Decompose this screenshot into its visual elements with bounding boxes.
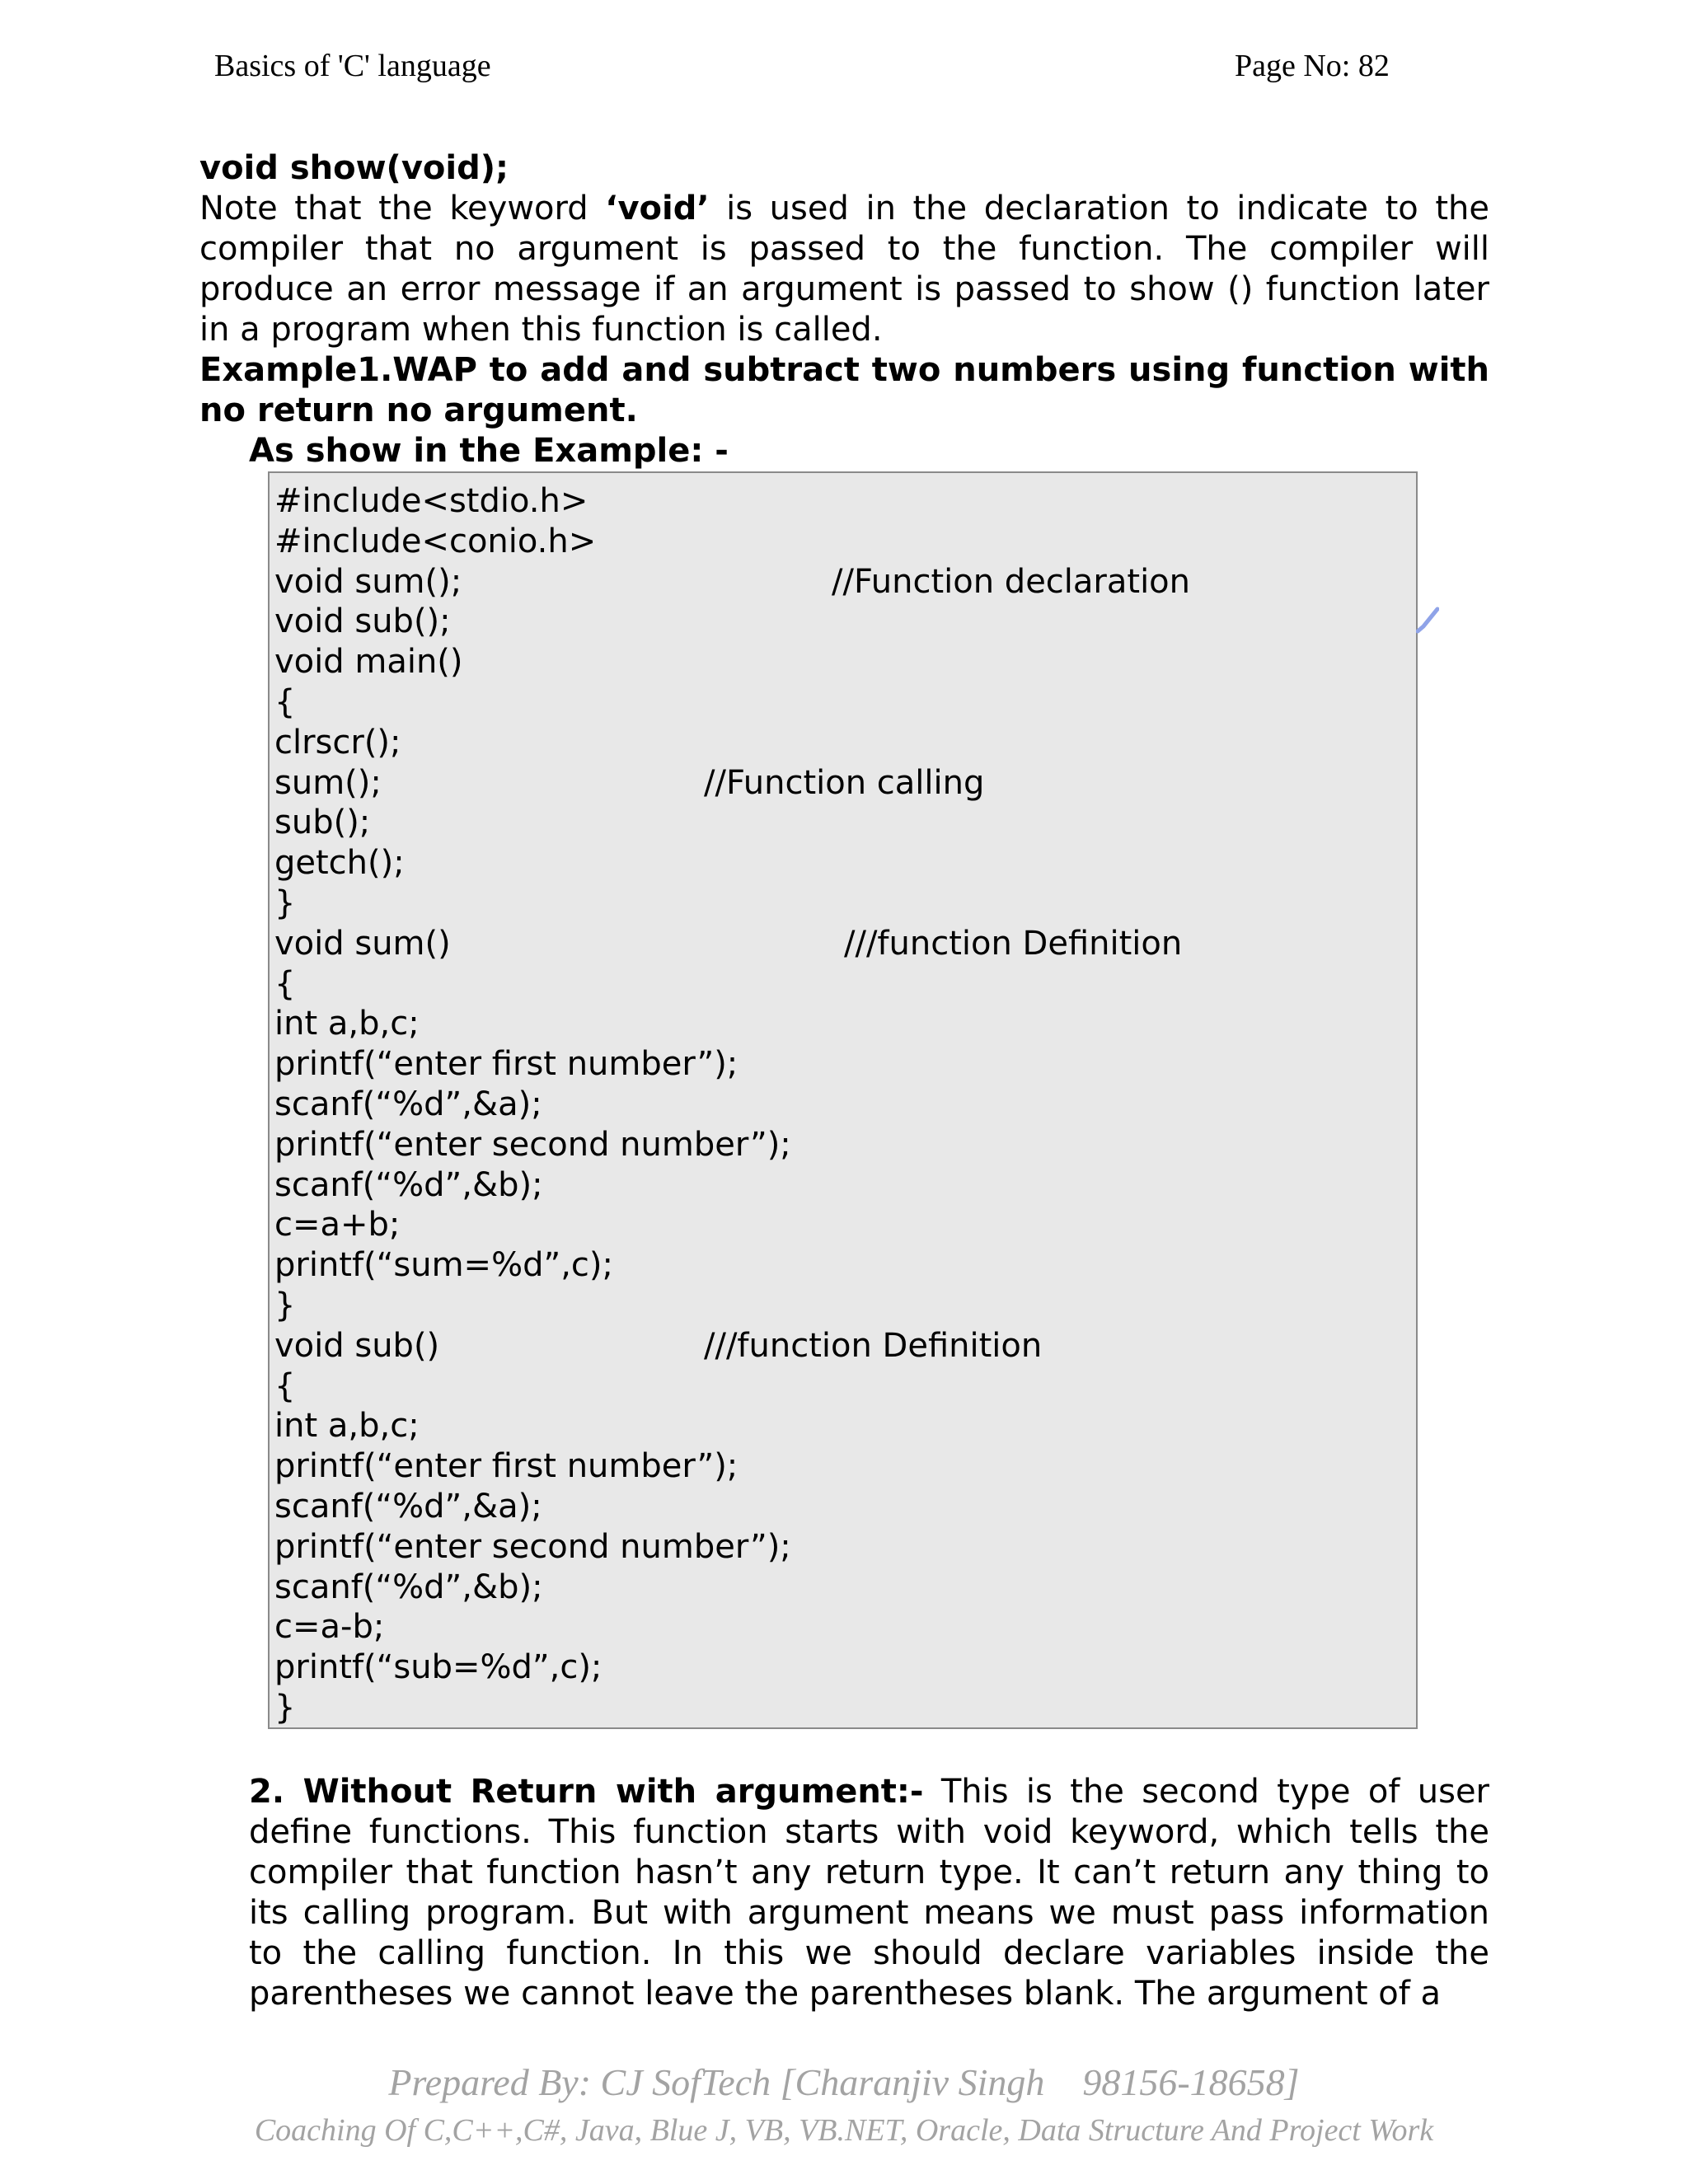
- note-text-start: Note that the keyword: [199, 190, 606, 227]
- code-line: }: [274, 1688, 296, 1727]
- code-line: printf(“enter second number”);: [274, 1125, 791, 1164]
- code-line: void sum(); //Function declaration: [274, 562, 1190, 601]
- code-line: printf(“sub=%d”,c);: [274, 1648, 603, 1687]
- code-line: #include<stdio.h>: [274, 482, 588, 520]
- code-line: void sub();: [274, 602, 451, 641]
- header-title: Basics of 'C' language: [214, 49, 491, 83]
- code-line: scanf(“%d”,&a);: [274, 1487, 542, 1526]
- void-keyword: ‘void’: [605, 190, 710, 227]
- code-line: printf(“enter first number”);: [274, 1045, 738, 1084]
- page-number: Page No: 82: [1235, 49, 1390, 83]
- code-line: int a,b,c;: [274, 1005, 420, 1043]
- code-comment: ///function Definition: [844, 924, 1183, 963]
- section-body: This is the second type of user define functions. This function starts with void keyword, which tells the compiler that function hasn’t any return type. It can’t return any thing to its calling program. But with argument means we must pass information to the calling function. In this we should declare variables inside the parentheses we cannot leave the parentheses blank. The argument of a: [249, 1773, 1489, 2013]
- code-comment: //Function calling: [704, 763, 985, 802]
- code-line: sum(); //Function calling: [274, 763, 985, 802]
- code-comment: //Function declaration: [832, 562, 1190, 601]
- code-line: }: [274, 1286, 296, 1324]
- code-line: void sub() ///function Definition: [274, 1326, 1043, 1365]
- intro-section: [199, 148, 1489, 471]
- code-line: {: [274, 1366, 296, 1405]
- code-line: #include<conio.h>: [274, 522, 597, 560]
- function-declaration: void show(void);: [199, 149, 509, 187]
- code-line: c=a+b;: [274, 1206, 401, 1244]
- code-line: void main(): [274, 643, 463, 682]
- code-line: c=a-b;: [274, 1608, 385, 1647]
- code-line: scanf(“%d”,&b);: [274, 1568, 543, 1606]
- code-line: {: [274, 682, 296, 721]
- note-paragraph: [199, 189, 1489, 350]
- example-title: Example1.WAP to add and subtract two numbers using function with no return no argument.: [199, 351, 1489, 429]
- code-line: sub();: [274, 804, 371, 842]
- section-heading: 2. Without Return with argument:-: [249, 1773, 924, 1811]
- code-comment: ///function Definition: [704, 1326, 1043, 1365]
- footer-coaching: Coaching Of C,C++,C#, Java, Blue J, VB, VB.NET, Oracle, Data Structure And Project Work: [254, 2113, 1434, 2148]
- code-line: }: [274, 883, 296, 922]
- code-line: {: [274, 964, 296, 1003]
- example-intro: As show in the Example: -: [249, 432, 729, 470]
- footer-prepared-by: Prepared By: CJ SofTech [Charanjiv Singh 98156-18658]: [388, 2061, 1300, 2103]
- code-block: [268, 471, 1418, 1729]
- code-line: void sum() ///function Definition: [274, 924, 1183, 963]
- code-line: printf(“sum=%d”,c);: [274, 1246, 613, 1285]
- code-line: printf(“enter second number”);: [274, 1527, 791, 1566]
- code-line: scanf(“%d”,&a);: [274, 1085, 542, 1123]
- code-line: clrscr();: [274, 723, 401, 762]
- checkmark-icon: [1416, 607, 1439, 635]
- section-without-return-with-argument: [249, 1772, 1489, 2014]
- code-line: getch();: [274, 844, 405, 883]
- note-text-end: is used in the declaration to indicate to the compiler that no argument is passed to the function. The compiler will produce an error message if an argument is passed to show () function later in a program when this function is called.: [199, 190, 1489, 349]
- code-line: scanf(“%d”,&b);: [274, 1165, 543, 1204]
- code-line: int a,b,c;: [274, 1407, 420, 1446]
- code-line: printf(“enter first number”);: [274, 1447, 738, 1486]
